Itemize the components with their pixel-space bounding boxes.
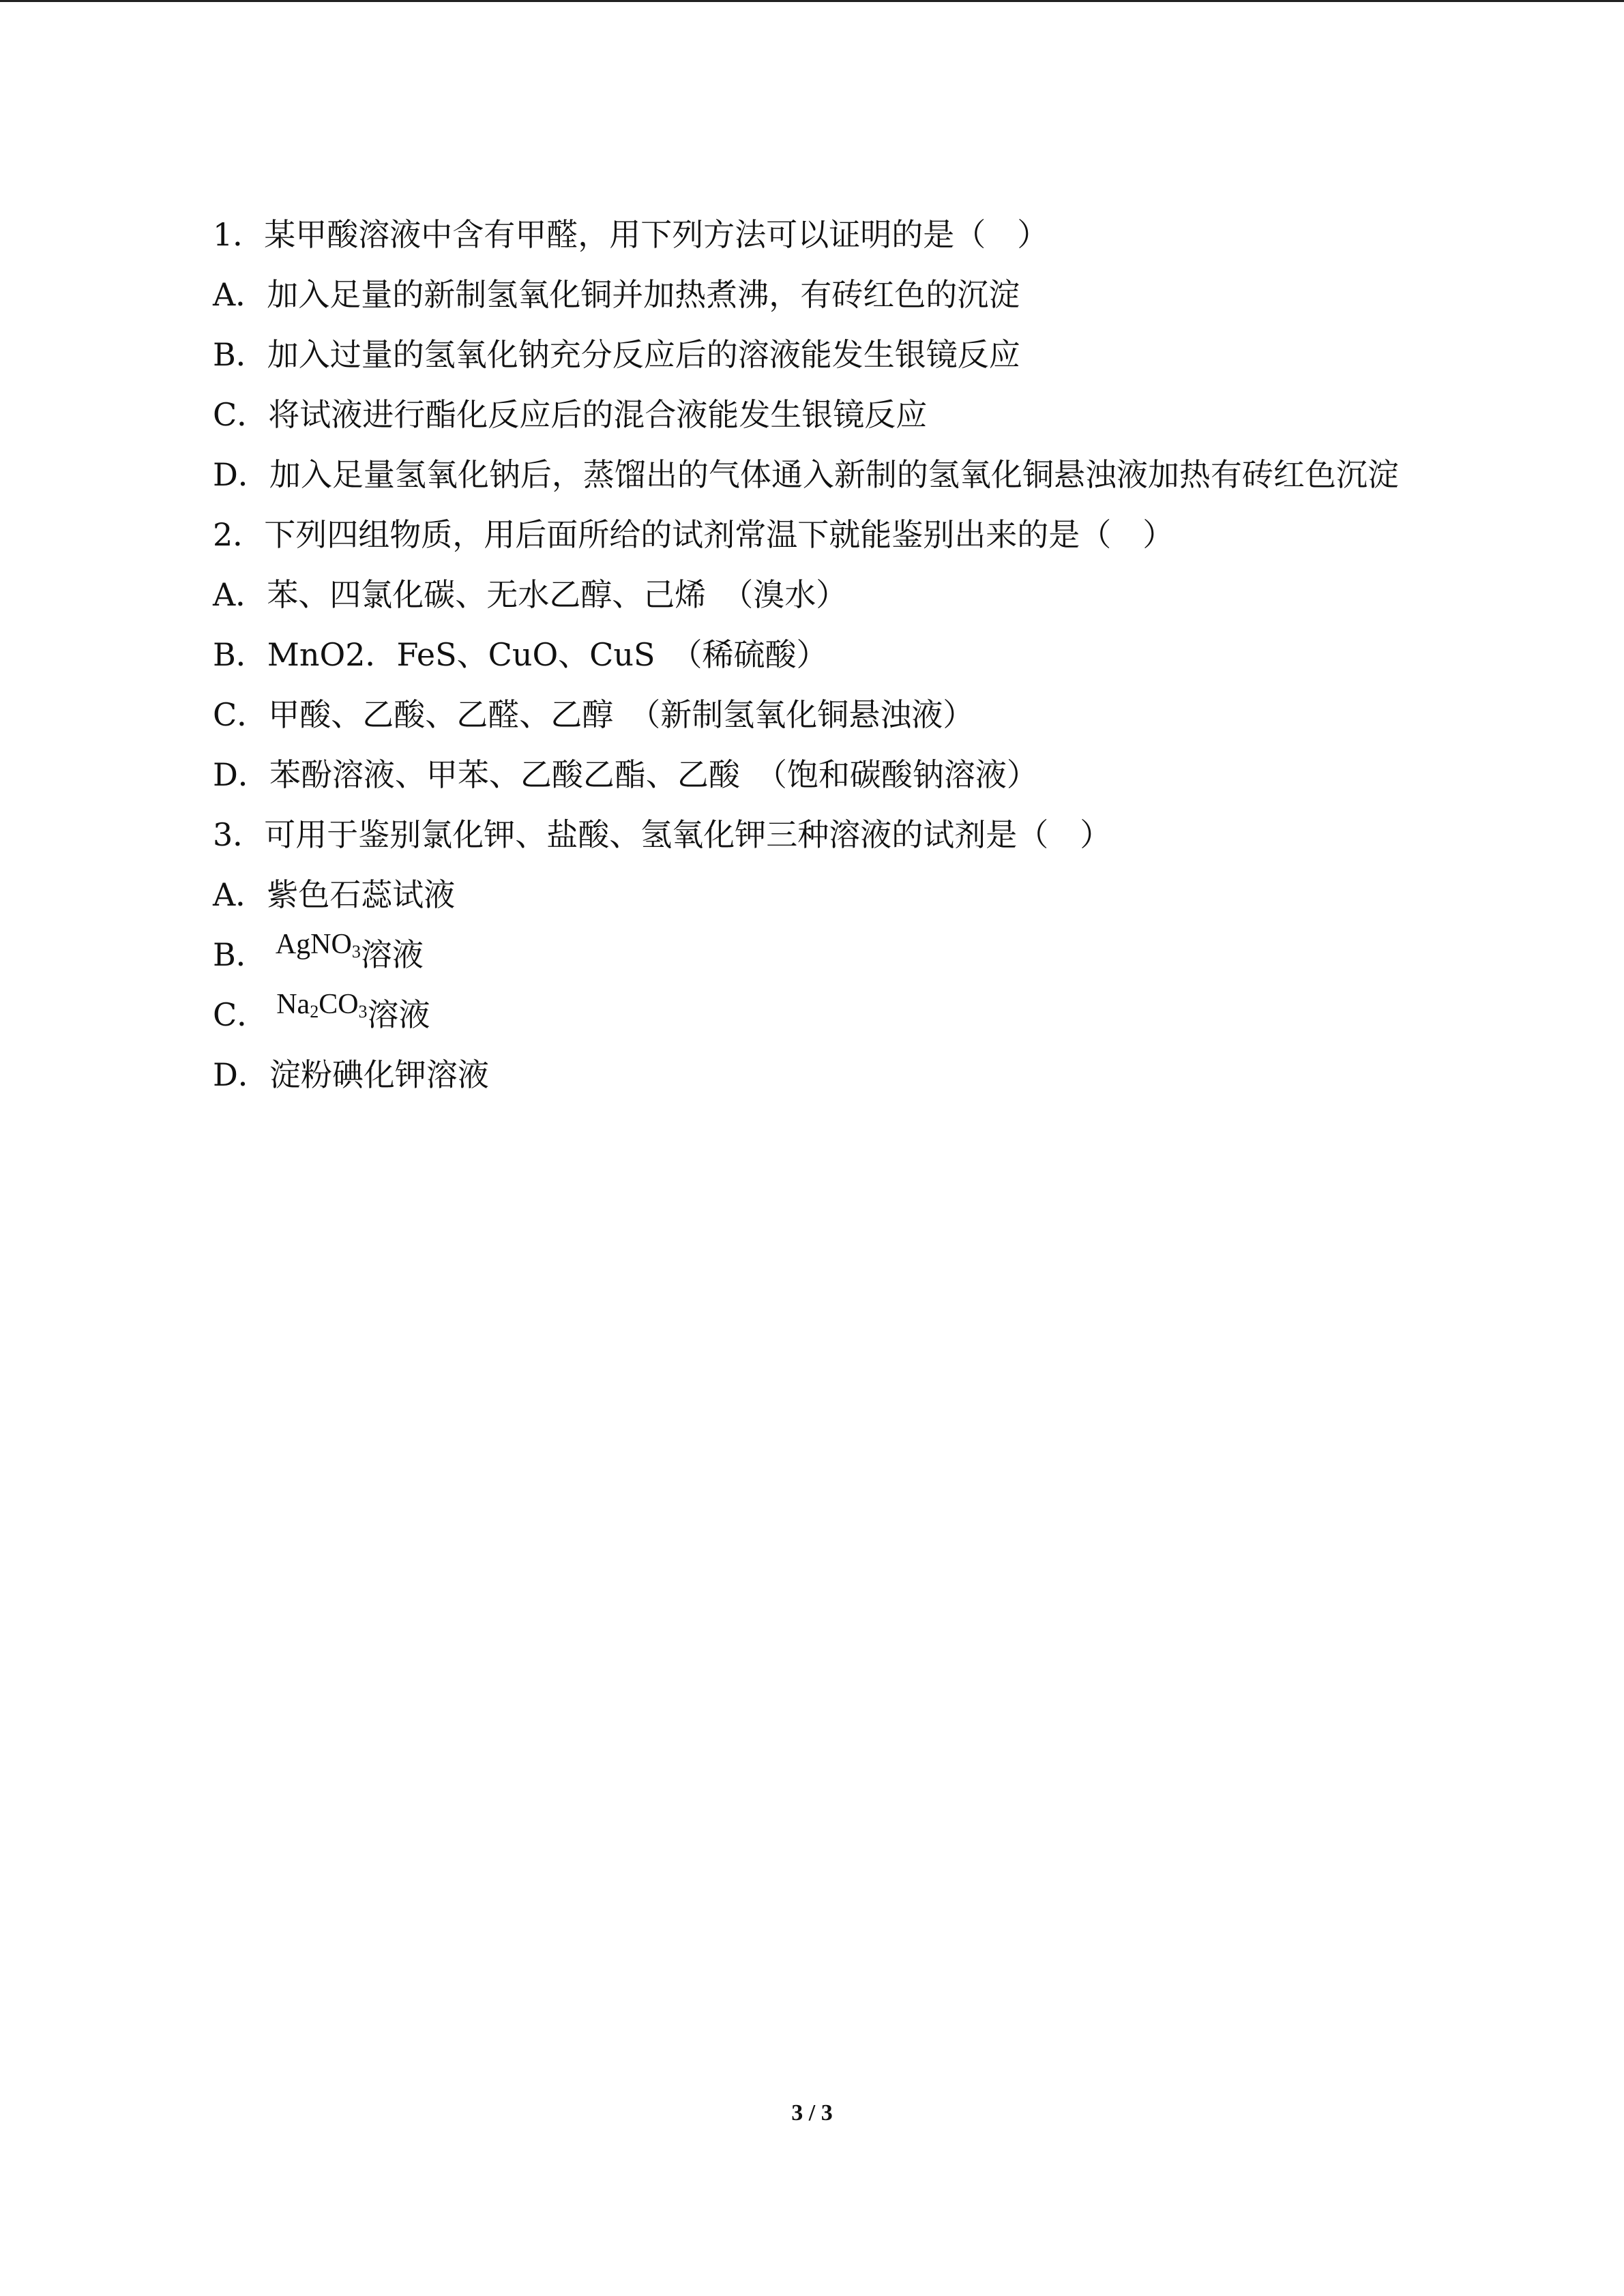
question-1-option-c: C．将试液进行酯化反应后的混合液能发生银镜反应 [213,396,928,433]
chemical-formula-na2co3 [276,974,367,1042]
question-3-option-d: D．淀粉碘化钾溶液 [213,1056,489,1093]
option-tail: 溶液 [367,996,430,1033]
chemical-formula-agno3 [276,914,361,982]
question-1-stem: 1．某甲酸溶液中含有甲醛，用下列方法可以证明的是（ ） [213,216,1049,253]
question-2-option-c: C．甲酸、乙酸、乙醛、乙醇 （新制氢氧化铜悬浊液） [213,696,975,733]
question-3-stem: 3．可用于鉴别氯化钾、盐酸、氢氧化钾三种溶液的试剂是（ ） [213,816,1112,853]
question-1-option-a: A．加入足量的新制氢氧化铜并加热煮沸，有砖红色的沉淀 [213,276,1020,313]
option-letter: C． [213,996,269,1033]
question-2-option-d: D．苯酚溶液、甲苯、乙酸乙酯、乙酸 （饱和碳酸钠溶液） [213,756,1038,793]
question-1-option-d: D．加入足量氢氧化钠后，蒸馏出的气体通入新制的氢氧化铜悬浊液加热有砖红色沉淀 [213,456,1399,493]
formula-co: CO [319,989,359,1020]
formula-main: AgNO [275,929,352,960]
question-sheet [213,205,1509,1105]
question-3-option-b [213,925,1509,985]
question-2-option-b: B．MnO2．FeS、CuO、CuS （稀硫酸） [213,636,828,673]
question-1-option-b: B．加入过量的氢氧化钠充分反应后的溶液能发生银镜反应 [213,336,1020,373]
question-3-option-c [213,985,1509,1045]
formula-subscript: 3 [358,1002,368,1022]
question-3-option-a: A．紫色石蕊试液 [213,876,456,913]
option-tail: 溶液 [360,936,424,973]
formula-subscript: 2 [310,1002,319,1022]
option-letter: B． [213,936,267,973]
question-2-option-a: A．苯、四氯化碳、无水乙醇、己烯 （溴水） [213,576,848,613]
page-number: 3 / 3 [791,2100,833,2126]
formula-na: Na [276,989,310,1020]
question-2-stem: 2．下列四组物质，用后面所给的试剂常温下就能鉴别出来的是（ ） [213,516,1175,553]
formula-subscript: 3 [351,942,361,961]
top-border-rule [0,0,1624,2]
